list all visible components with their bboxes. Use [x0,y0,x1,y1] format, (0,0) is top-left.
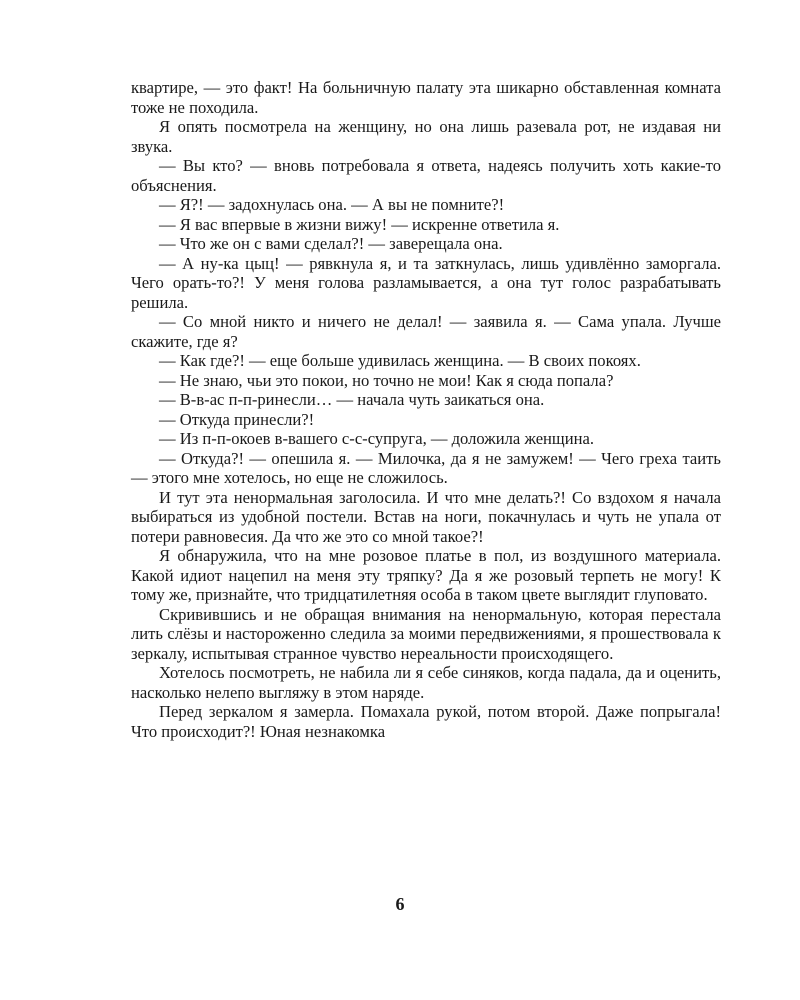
paragraph-9: — Как где?! — еще больше удивилась женщина. — В своих покоях. [159,351,641,370]
paragraph-6: — Что же он с вами сделал?! — заверещала она. [159,234,503,253]
paragraph-19: Перед зеркалом я замерла. Помахала рукой, потом второй. Даже попрыгала! Что происходит?! Юная незнакомка [131,702,721,741]
paragraph-16: Я обнаружила, что на мне розовое платье в пол, из воздушного материала. Какой идиот нацепил на меня эту тряпку? Да я же розовый терпеть не могу! К тому же, признайте, что тридцатилетняя особа в таком цвете выглядит глуповато. [131,546,721,604]
paragraph-11: — В-в-ас п-п-ринесли… — начала чуть заикаться она. [159,390,545,409]
paragraph-5: — Я вас впервые в жизни вижу! — искренне ответила я. [159,214,560,234]
paragraph-10: — Не знаю, чьи это покои, но точно не мои! Как я сюда попала? [159,370,614,390]
paragraph-18: Хотелось посмотреть, не набила ли я себе синяков, когда падала, да и оценить, насколько нелепо выгляжу в этом наряде. [131,663,721,702]
paragraph-14: — Откуда?! — опешила я. — Милочка, да я не замужем! — Чего греха таить — этого мне хотелось, но еще не сложилось. [131,448,721,487]
paragraph-8: — Со мной никто и ничего не делал! — заявила я. — Сама упала. Лучше скажите, где я? [131,312,721,351]
paragraph-1: квартире, — это факт! На больничную палату эта шикарно обставленная комната тоже не походила. [131,78,721,117]
paragraph-12: — Откуда принесли?! [159,409,315,429]
paragraph-4: — Я?! — задохнулась она. — А вы не помните?! [159,195,505,214]
page-text [131,78,721,741]
paragraph-3: — Вы кто? — вновь потребовала я ответа, надеясь получить хоть какие-то объяснения. [131,156,721,195]
paragraph-13: — Из п-п-окоев в-вашего с-с-супруга, — доложила женщина. [159,429,594,448]
page-number: 6 [395,894,405,914]
paragraph-15: И тут эта ненормальная заголосила. И что мне делать?! Со вздохом я начала выбираться из удобной постели. Встав на ноги, покачнулась и чуть не упала от потери равновесия. Да что же это со мной такое?! [131,487,721,546]
paragraph-17: Скривившись и не обращая внимания на ненормальную, которая перестала лить слёзы и настороженно следила за моими передвижениями, я прошествовала к зеркалу, испытывая странное чувство нереальности происходящего. [131,604,721,663]
paragraph-2: Я опять посмотрела на женщину, но она лишь разевала рот, не издавая ни звука. [131,117,721,156]
paragraph-7: — А ну-ка цыц! — рявкнула я, и та заткнулась, лишь удивлённо заморгала. Чего орать-то?! У меня голова разламывается, а она тут голос разрабатывать решила. [131,253,721,312]
